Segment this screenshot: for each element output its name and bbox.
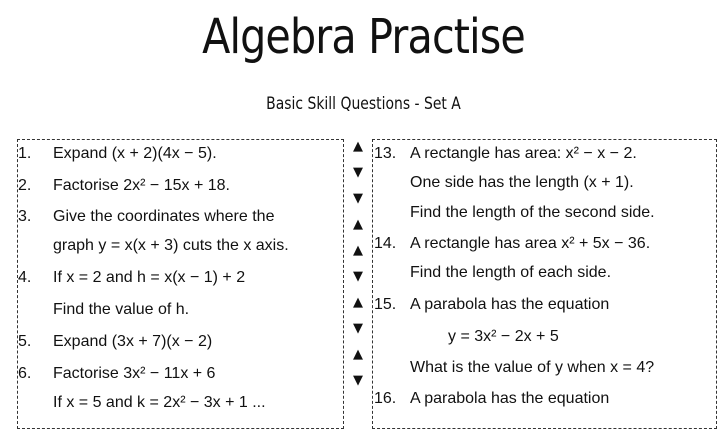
- question-number: 6.: [18, 365, 32, 382]
- question-text: graph y = x(x + 3) cuts the x axis.: [53, 237, 289, 254]
- question-number: 2.: [18, 177, 32, 194]
- arrow-down-icon: ▼: [353, 191, 363, 206]
- question-number: 16.: [374, 390, 397, 407]
- arrow-up-icon: ▲: [353, 347, 363, 362]
- arrow-up-icon: ▲: [353, 243, 363, 258]
- arrow-down-icon: ▼: [353, 373, 363, 388]
- question-text: If x = 2 and h = x(x − 1) + 2: [53, 269, 246, 286]
- question-text: Factorise 3x² − 11x + 6: [53, 365, 216, 382]
- question-text: What is the value of y when x = 4?: [410, 359, 655, 376]
- question-text: A rectangle has area x² + 5x − 36.: [410, 235, 651, 252]
- question-text: Expand (3x + 7)(x − 2): [53, 333, 213, 350]
- question-text: A parabola has the equation: [410, 296, 610, 313]
- arrow-up-icon: ▲: [353, 139, 363, 154]
- question-text: Find the length of the second side.: [410, 204, 655, 221]
- question-number: 14.: [374, 235, 397, 252]
- question-text: A rectangle has area: x² − x − 2.: [410, 145, 637, 162]
- question-number: 13.: [374, 145, 397, 162]
- arrow-up-icon: ▲: [353, 217, 363, 232]
- question-number: 15.: [374, 296, 397, 313]
- question-text: Give the coordinates where the: [53, 208, 275, 225]
- question-number: 4.: [18, 269, 32, 286]
- question-text: A parabola has the equation: [410, 390, 610, 407]
- question-number: 3.: [18, 208, 32, 225]
- arrow-down-icon: ▼: [353, 321, 363, 336]
- question-text: Find the length of each side.: [410, 264, 612, 281]
- question-text: If x = 5 and k = 2x² − 3x + 1 ...: [53, 394, 266, 411]
- question-text: Factorise 2x² − 15x + 18.: [53, 177, 230, 194]
- page-subtitle: Basic Skill Questions - Set A: [266, 94, 461, 114]
- arrow-down-icon: ▼: [353, 269, 363, 284]
- page-title: Algebra Practise: [202, 9, 525, 65]
- arrow-up-icon: ▲: [353, 295, 363, 310]
- question-text: One side has the length (x + 1).: [410, 174, 634, 191]
- question-text: Find the value of h.: [53, 301, 190, 318]
- question-text: Expand (x + 2)(4x − 5).: [53, 145, 217, 162]
- question-number: 1.: [18, 145, 32, 162]
- question-number: 5.: [18, 333, 32, 350]
- arrow-down-icon: ▼: [353, 165, 363, 180]
- question-text: y = 3x² − 2x + 5: [448, 328, 559, 345]
